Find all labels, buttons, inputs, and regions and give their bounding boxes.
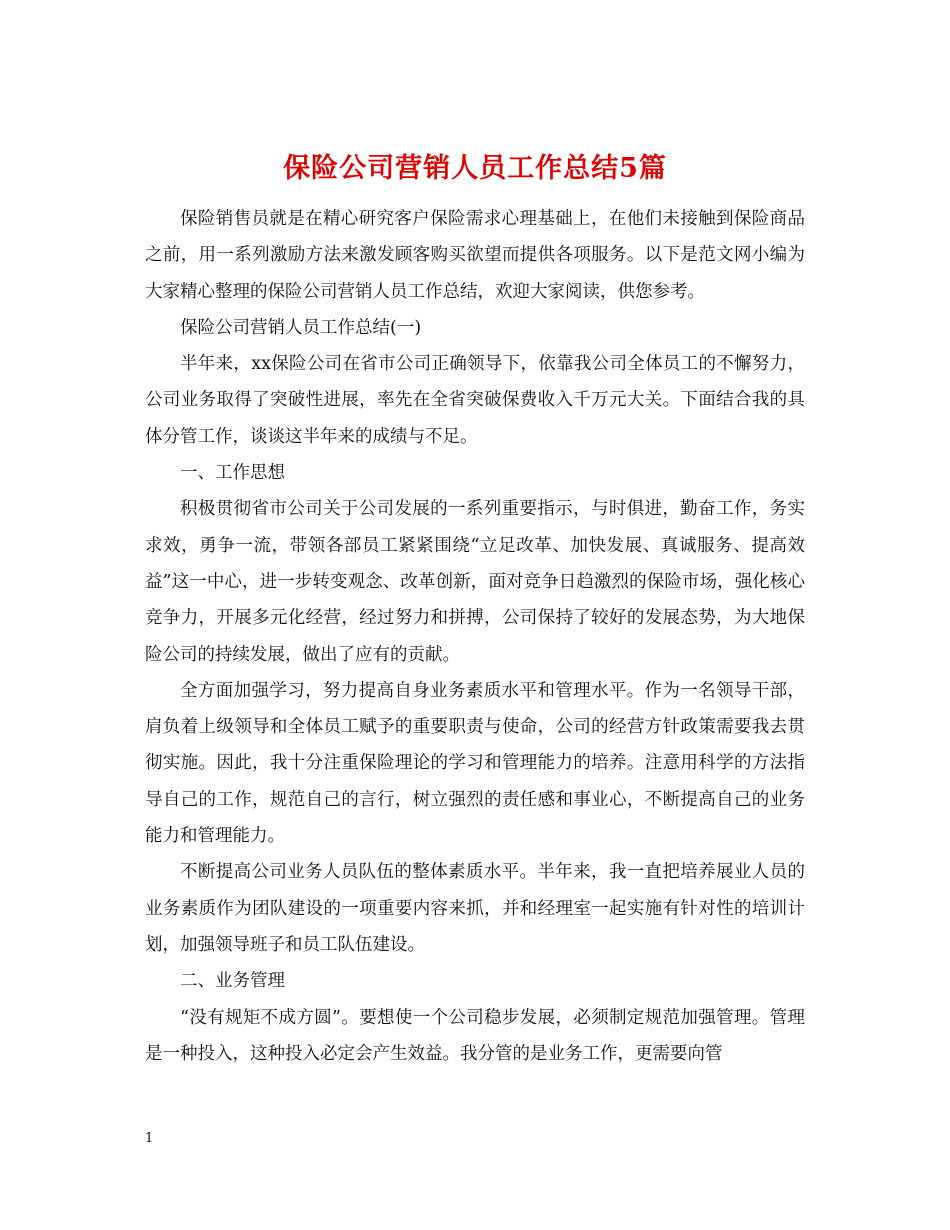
section-heading-work-thought: 一、工作思想: [180, 463, 285, 484]
page-number: 1: [145, 1131, 154, 1146]
section-heading-business-management: 二、业务管理: [180, 971, 285, 992]
paragraph-team-quality: 不断提高公司业务人员队伍的整体素质水平。半年来，我一直把培养展业人员的业务素质作为团队建设的一项重要内容来抓，并和经理室一起实施有针对性的培训计划，加强领导班子和员工队伍建设。: [145, 862, 805, 955]
paragraph-intro: 保险销售员就是在精心研究客户保险需求心理基础上，在他们未接触到保险商品之前，用一系列激励方法来激发顾客购买欲望而提供各项服务。以下是范文网小编为大家精心整理的保险公司营销人员工作总结，欢迎大家阅读，供您参考。: [145, 209, 805, 302]
document-title: 保险公司营销人员工作总结5篇: [283, 153, 667, 185]
section-heading-summary-one: 保险公司营销人员工作总结(一): [180, 317, 422, 338]
paragraph-half-year: 半年来，xx保险公司在省市公司正确领导下，依靠我公司全体员工的不懈努力，公司业务取得了突破性进展，率先在全省突破保费收入千万元大关。下面结合我的具体分管工作，谈谈这半年来的成绩与不足。: [145, 354, 805, 447]
document-body: [145, 201, 805, 1072]
paragraph-strengthen-study: 全方面加强学习，努力提高自身业务素质水平和管理水平。作为一名领导干部，肩负着上级领导和全体员工赋予的重要职责与使命，公司的经营方针政策需要我去贯彻实施。因此，我十分注重保险理论的学习和管理能力的培养。注意用科学的方法指导自己的工作，规范自己的言行，树立强烈的责任感和事业心，不断提高自己的业务能力和管理能力。: [145, 680, 805, 847]
paragraph-rules: “没有规矩不成方圆”。要想使一个公司稳步发展，必须制定规范加强管理。管理是一种投入，这种投入必定会产生效益。我分管的是业务工作，更需要向管: [145, 1007, 805, 1064]
paragraph-implement-instructions: 积极贯彻省市公司关于公司发展的一系列重要指示，与时俱进，勤奋工作，务实求效，勇争一流，带领各部员工紧紧围绕“立足改革、加快发展、真诚服务、提高效益”这一中心，进一步转变观念、改革创新，面对竞争日趋激烈的保险市场，强化核心竞争力，开展多元化经营，经过努力和拼搏，公司保持了较好的发展态势，为大地保险公司的持续发展，做出了应有的贡献。: [145, 499, 805, 665]
